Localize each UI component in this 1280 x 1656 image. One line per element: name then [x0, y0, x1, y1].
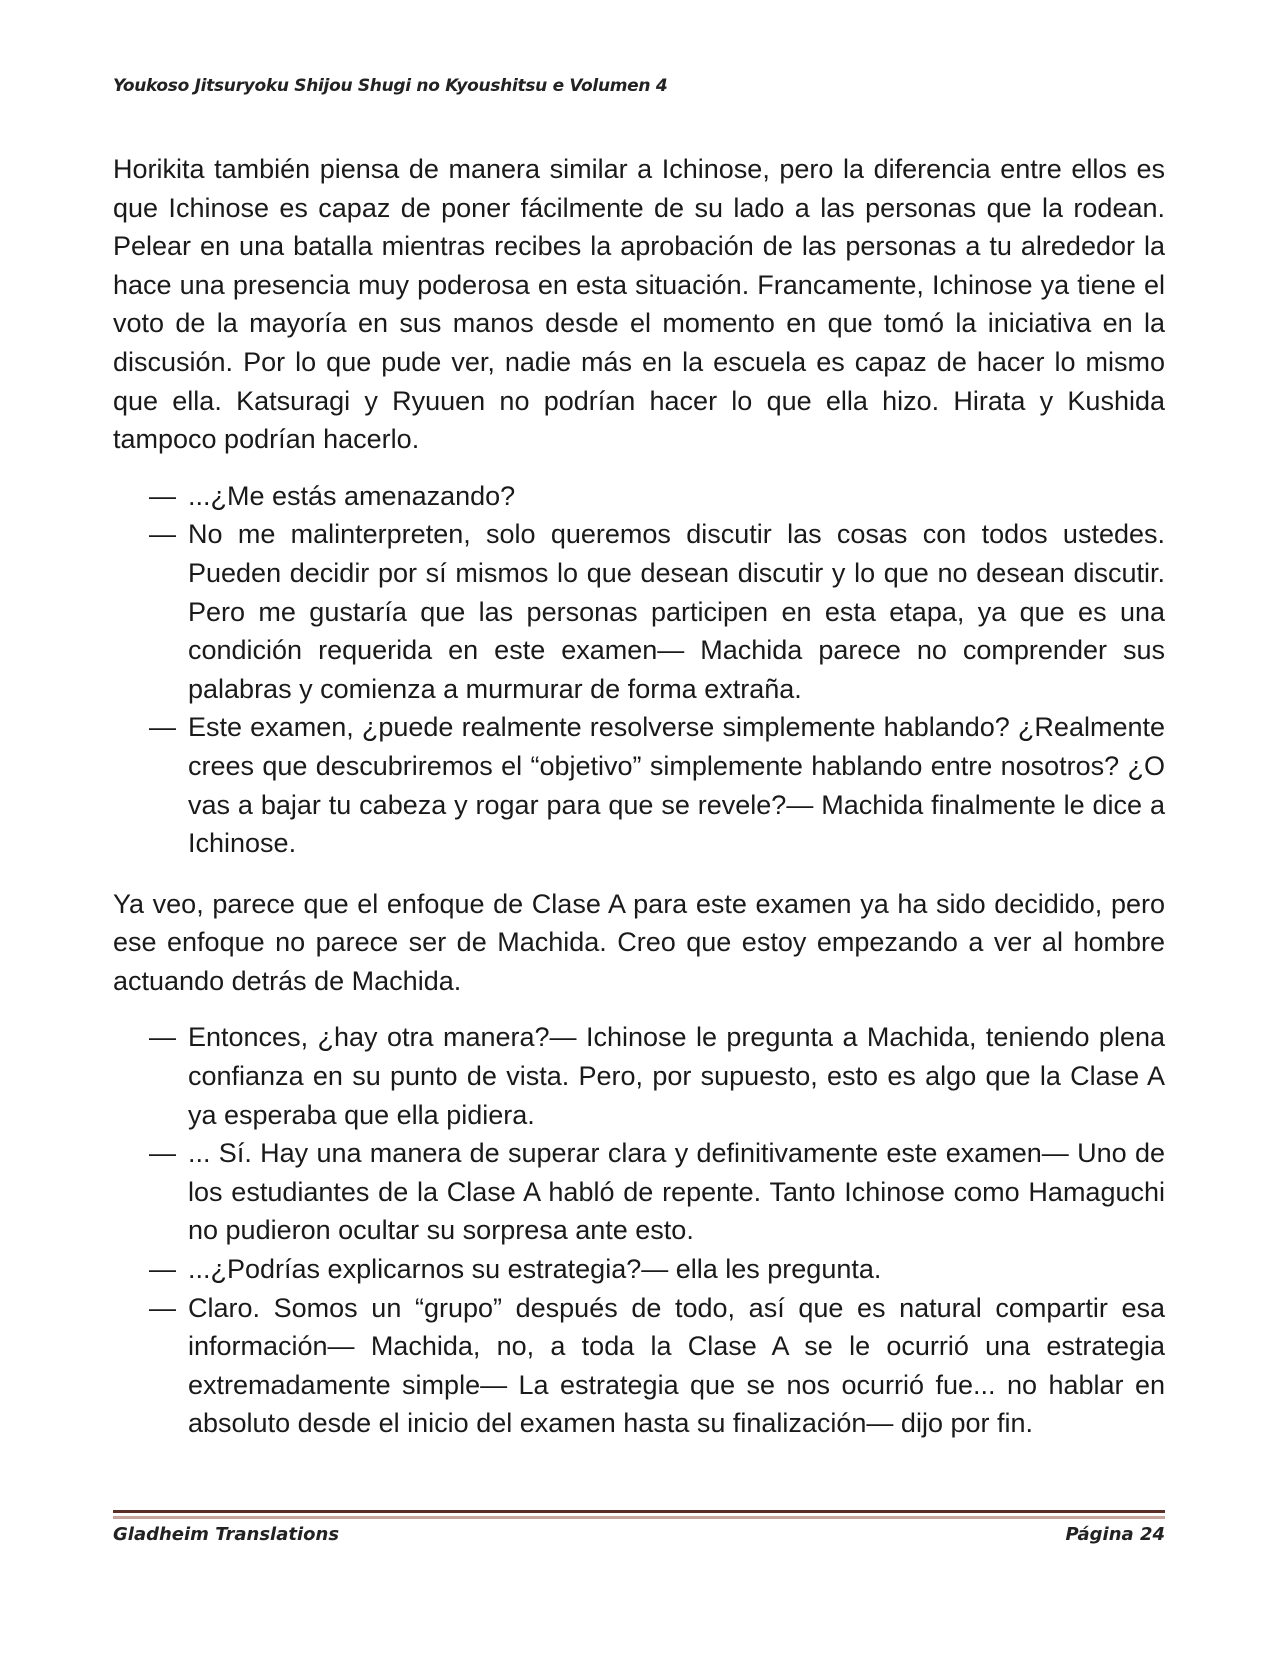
dialogue-block [113, 477, 1165, 863]
dialogue-text: Este examen, ¿puede realmente resolverse simplemente hablando? ¿Realmente crees que descubriremos el “objetivo” simplemente hablando entre nosotros? ¿O vas a bajar tu cabeza y rogar para que se revele?— Machida finalmente le dice a Ichinose. [188, 712, 1165, 859]
running-header: Youkoso Jitsuryoku Shijou Shugi no Kyoushitsu e Volumen 4 [113, 76, 668, 96]
narration-paragraph: Horikita también piensa de manera similar a Ichinose, pero la diferencia entre ellos es que Ichinose es capaz de poner fácilmente de su lado a las personas que la rodean. Pelear en una batalla mientras recibes la aprobación de las personas a tu alrededor la hace una presencia muy poderosa en esta situación. Francamente, Ichinose ya tiene el voto de la mayoría en sus manos desde el momento en que tomó la iniciativa en la discusión. Por lo que pude ver, nadie más en la escuela es capaz de hacer lo mismo que ella. Katsuragi y Ryuuen no podrían hacer lo que ella hizo. Hirata y Kushida tampoco podrían hacerlo. [113, 154, 1165, 455]
footer-credit: Gladheim Translations [113, 1524, 340, 1545]
em-dash: — [149, 712, 176, 743]
dialogue-text: Claro. Somos un “grupo” después de todo, así que es natural compartir esa información— Machida, no, a toda la Clase A se le ocurrió una estrategia extremadamente simple— La estrategia que se nos ocurrió fue... no hablar en absoluto desde el inicio del examen hasta su finalización— dijo por fin. [188, 1292, 1165, 1439]
dialogue-line [113, 515, 1165, 708]
dialogue-text: ... Sí. Hay una manera de superar clara y definitivamente este examen— Uno de los estudiantes de la Clase A habló de repente. Tanto Ichinose como Hamaguchi no pudieron ocultar su sorpresa ante esto. [188, 1138, 1165, 1246]
em-dash: — [149, 1292, 176, 1323]
footer-rule-dark [113, 1510, 1165, 1513]
footer-rule-light [113, 1516, 1165, 1519]
dialogue-text: ...¿Me estás amenazando? [188, 480, 516, 511]
em-dash: — [149, 1254, 176, 1285]
em-dash: — [149, 1022, 176, 1053]
dialogue-line [113, 1018, 1165, 1134]
em-dash: — [149, 519, 176, 550]
dialogue-line [113, 1289, 1165, 1443]
narration-paragraph: Ya veo, parece que el enfoque de Clase A para este examen ya ha sido decidido, pero ese enfoque no parece ser de Machida. Creo que estoy empezando a ver al hombre actuando detrás de Machida. [113, 888, 1165, 996]
dialogue-text: Entonces, ¿hay otra manera?— Ichinose le pregunta a Machida, teniendo plena confianza en su punto de vista. Pero, por supuesto, esto es algo que la Clase A ya esperaba que ella pidiera. [188, 1022, 1165, 1130]
dialogue-line [113, 708, 1165, 862]
dialogue-block [113, 1018, 1165, 1443]
em-dash: — [149, 1138, 176, 1169]
dialogue-line [113, 1134, 1165, 1250]
page-number: Página 24 [1065, 1524, 1165, 1545]
page-body [113, 150, 1165, 1443]
dialogue-text: No me malinterpreten, solo queremos discutir las cosas con todos ustedes. Pueden decidir por sí mismos lo que desean discutir y lo que no desean discutir. Pero me gustaría que las personas participen en esta etapa, ya que es una condición requerida en este examen— Machida parece no comprender sus palabras y comienza a murmurar de forma extraña. [188, 519, 1165, 704]
dialogue-text: ...¿Podrías explicarnos su estrategia?— ella les pregunta. [188, 1254, 882, 1285]
dialogue-line [113, 477, 1165, 516]
dialogue-line [113, 1250, 1165, 1289]
em-dash: — [149, 480, 176, 511]
